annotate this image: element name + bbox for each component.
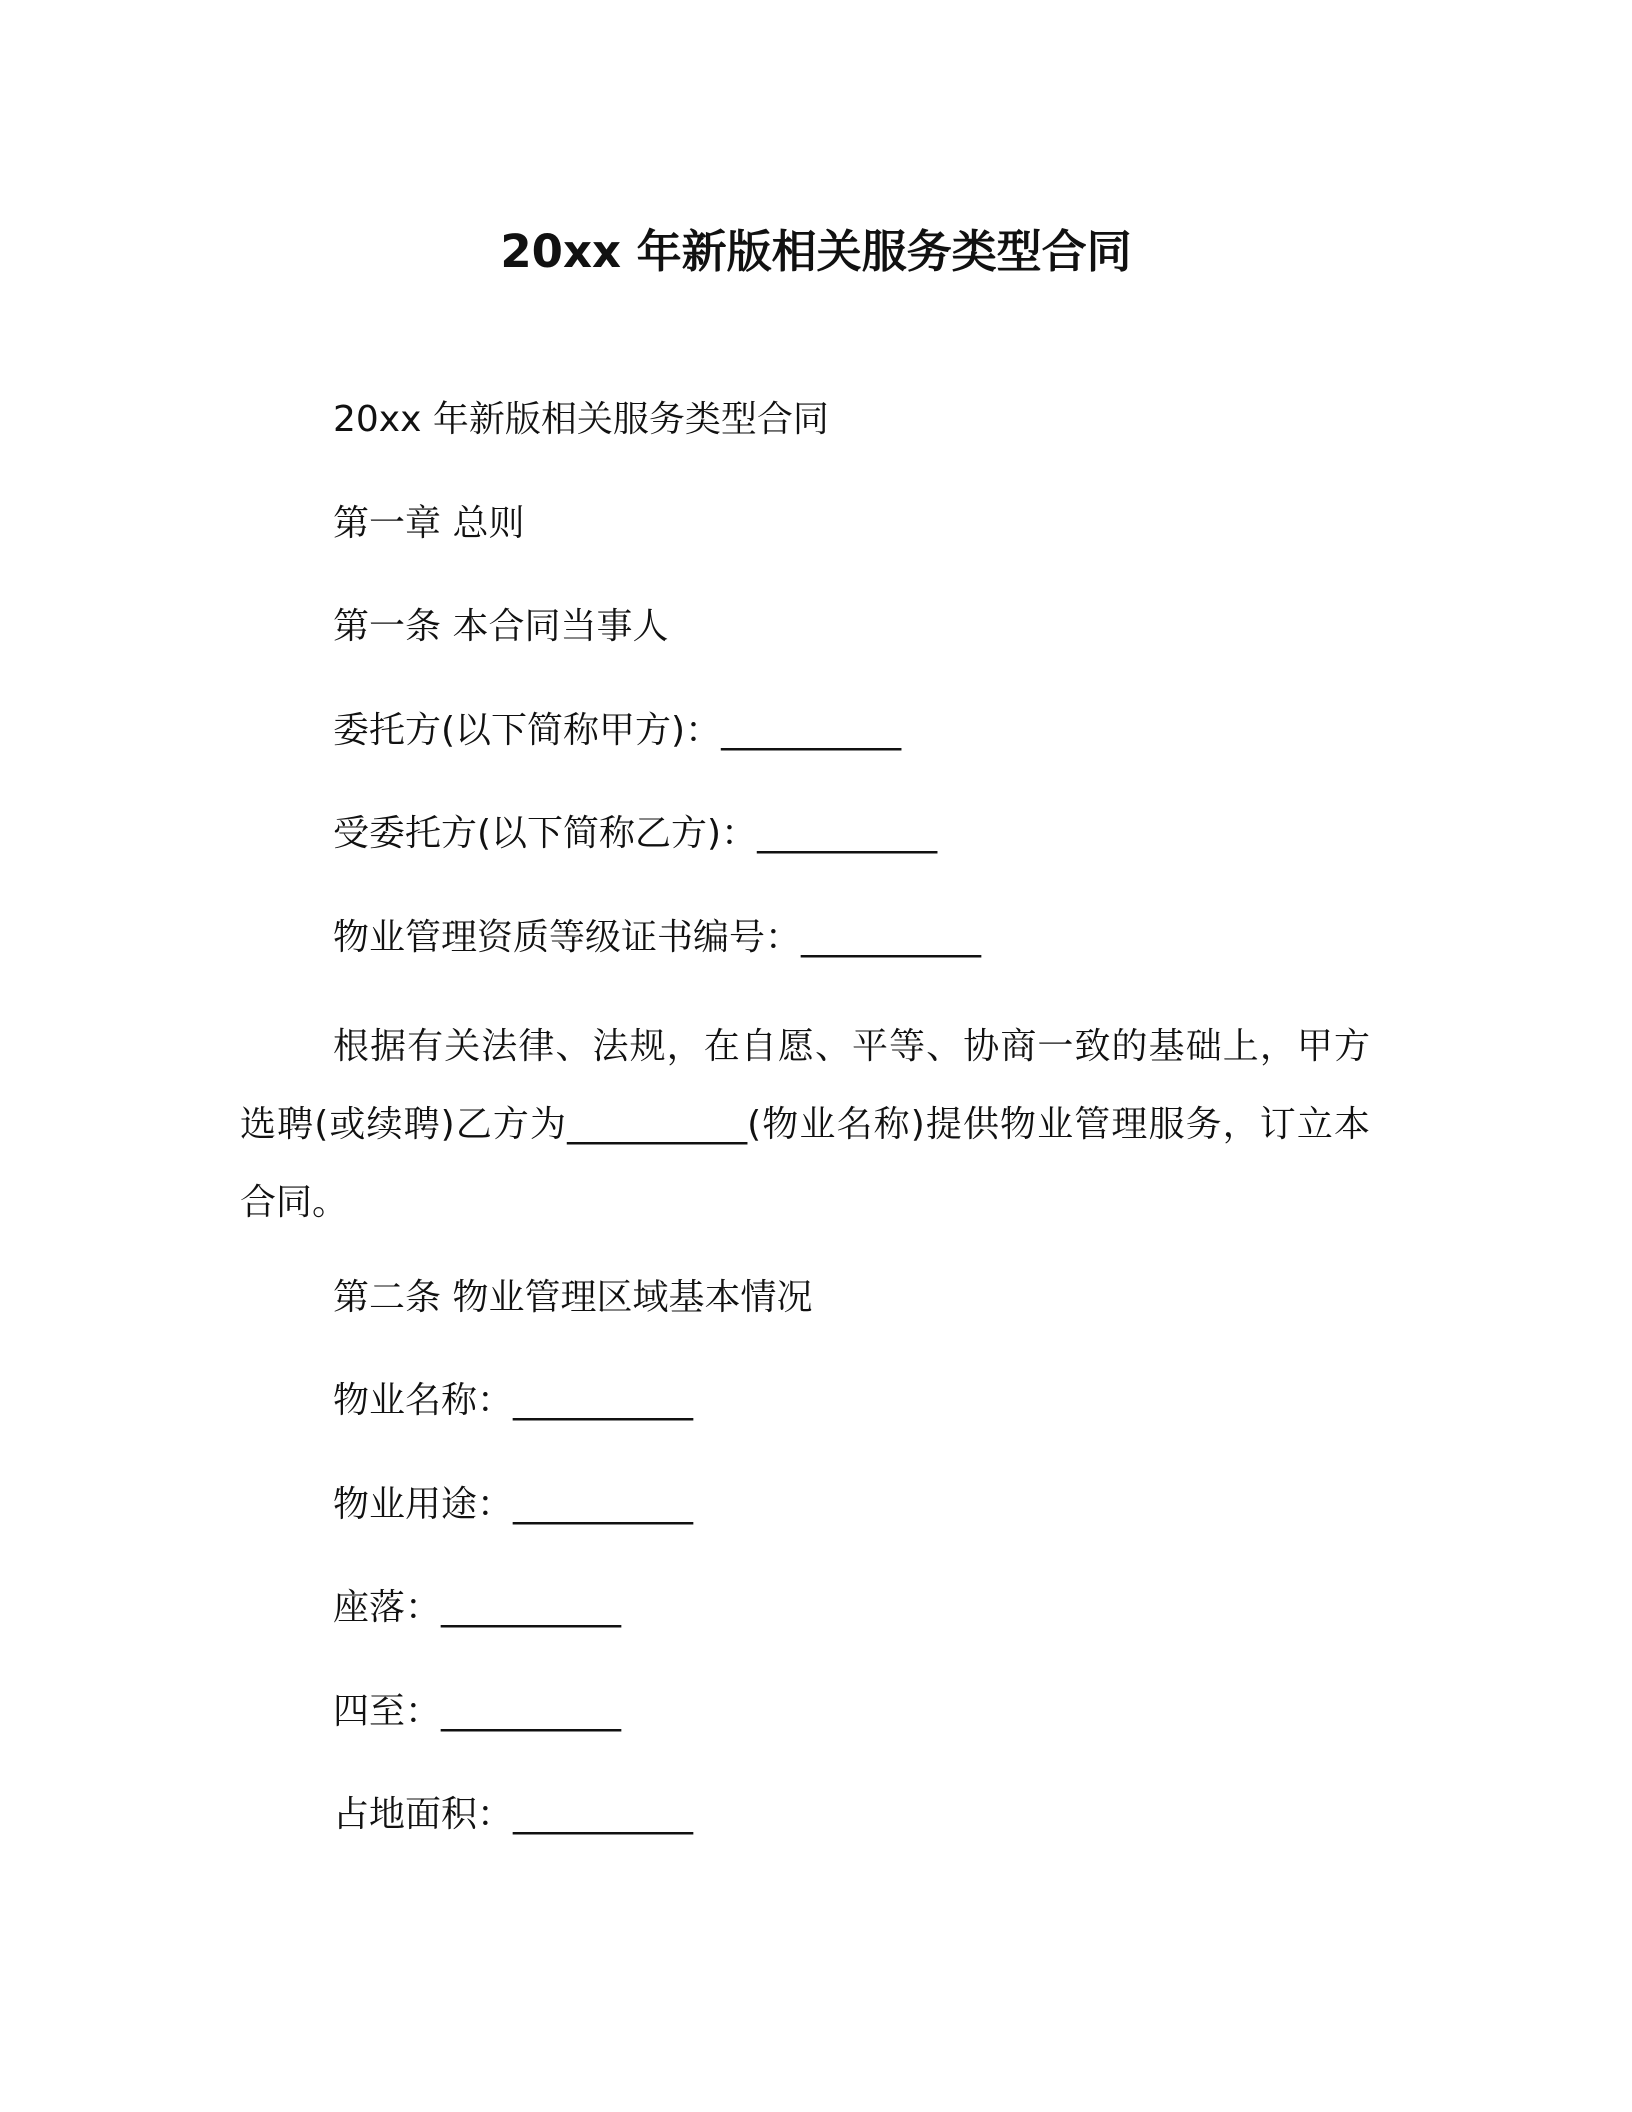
article-heading-1: 第一条 本合同当事人 <box>333 606 669 647</box>
property-use-line: 物业用途：__________ <box>333 1484 694 1525</box>
land-area-line: 占地面积：__________ <box>333 1794 694 1835</box>
chapter-heading: 第一章 总则 <box>333 503 525 544</box>
location-line: 座落：__________ <box>333 1587 622 1628</box>
preamble-paragraph: 根据有关法律、法规，在自愿、平等、协商一致的基础上，甲方选聘(或续聘)乙方为__________(物业名称)提供物业管理服务，订立本合同。 <box>240 1026 1370 1223</box>
property-name-line: 物业名称：__________ <box>333 1380 694 1421</box>
document-title: 20xx 年新版相关服务类型合同 <box>500 225 1132 278</box>
article-heading-2: 第二条 物业管理区域基本情况 <box>333 1277 813 1318</box>
party-a-line: 委托方(以下简称甲方)：__________ <box>333 710 902 751</box>
document-subtitle: 20xx 年新版相关服务类型合同 <box>333 399 829 440</box>
party-b-line: 受委托方(以下简称乙方)：__________ <box>333 813 938 854</box>
certificate-number-line: 物业管理资质等级证书编号：__________ <box>333 917 982 958</box>
boundaries-line: 四至：__________ <box>333 1691 622 1732</box>
